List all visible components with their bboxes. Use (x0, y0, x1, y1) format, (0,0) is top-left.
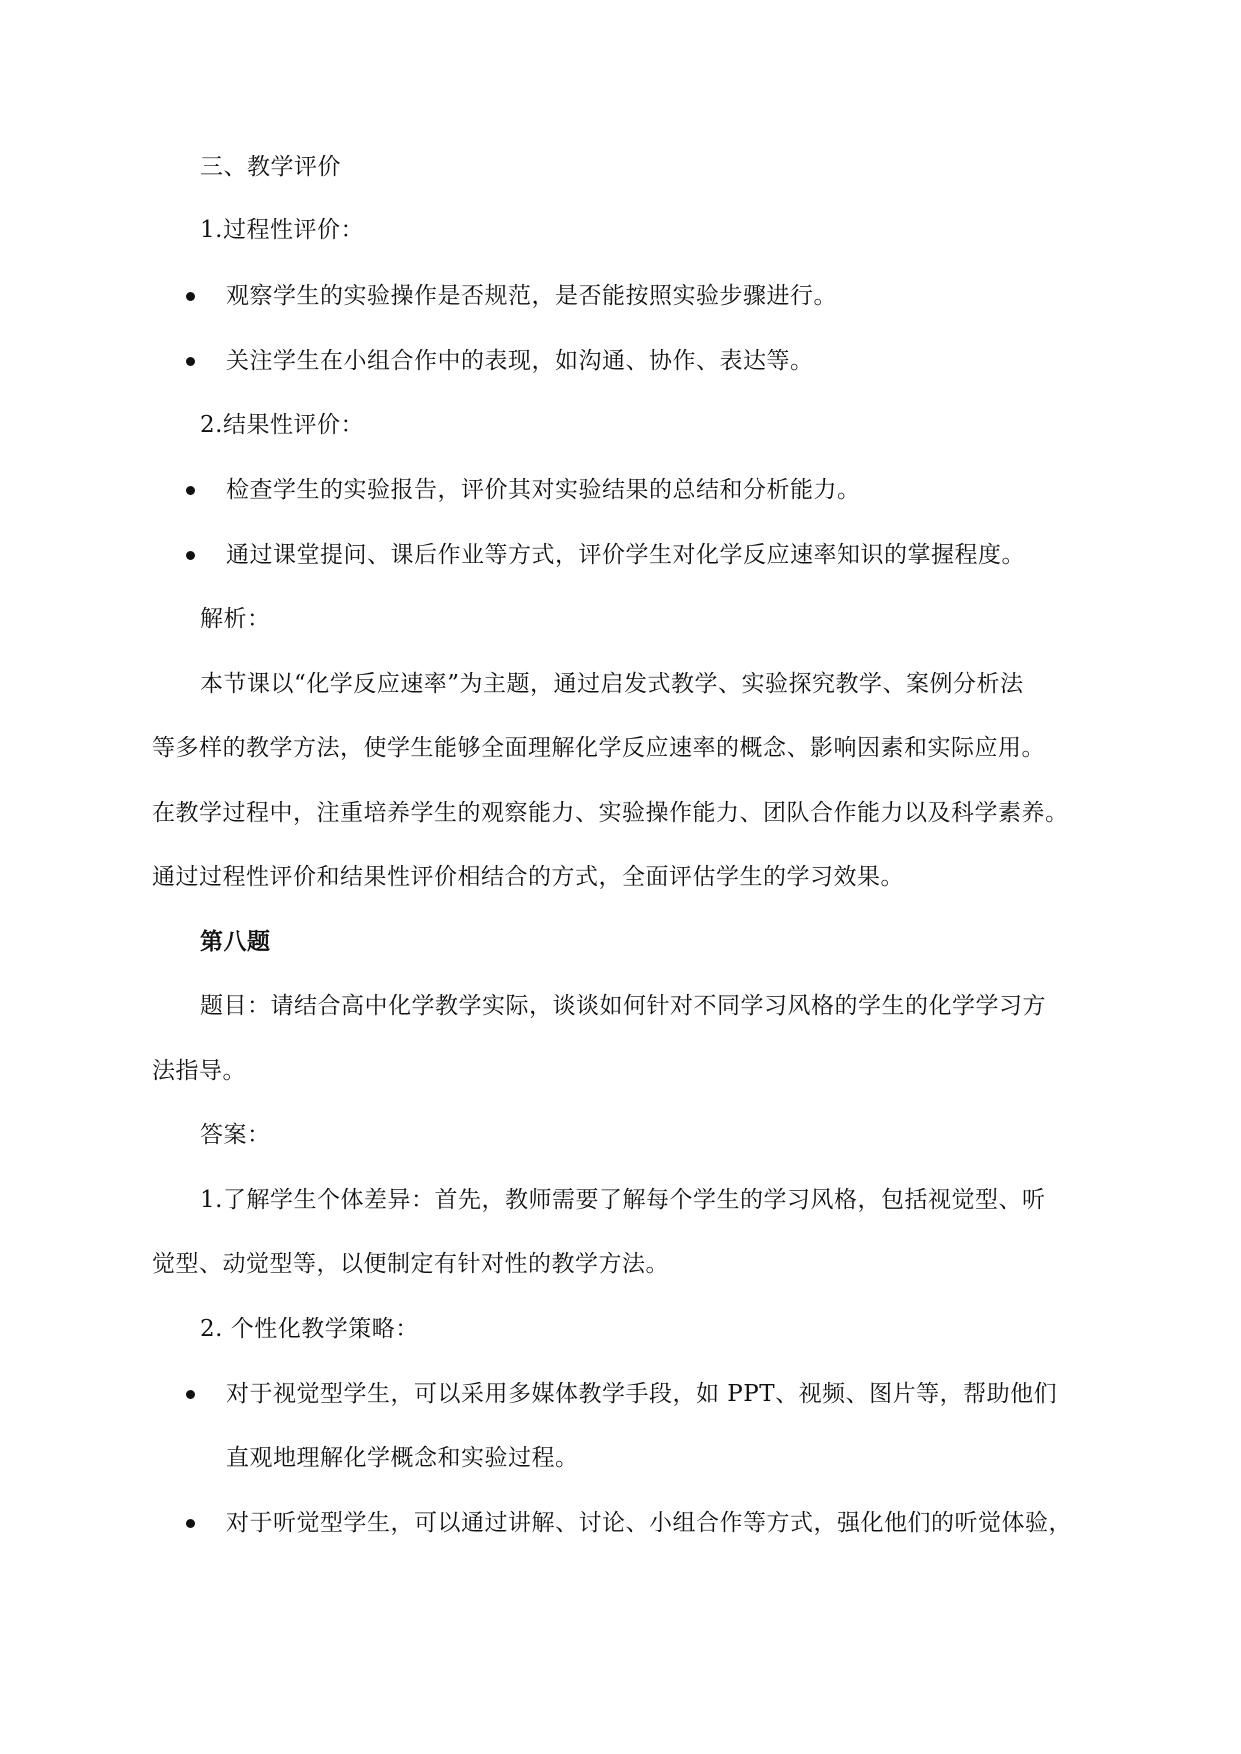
subheading-result-evaluation: 2.结果性评价： (200, 412, 364, 438)
paragraph-line: 通过过程性评价和结果性评价相结合的方式，全面评估学生的学习效果。 (152, 864, 904, 890)
paragraph-line: 在教学过程中，注重培养学生的观察能力、实验操作能力、团队合作能力以及科学素养。 (152, 800, 1069, 826)
list-item: 对于听觉型学生，可以通过讲解、讨论、小组合作等方式，强化他们的听觉体验， (226, 1510, 1072, 1536)
list-item: 通过课堂提问、课后作业等方式，评价学生对化学反应速率知识的掌握程度。 (226, 542, 1025, 568)
analysis-label: 解析： (200, 606, 271, 632)
list-item-continuation: 直观地理解化学概念和实验过程。 (226, 1445, 579, 1471)
paragraph-line: 本节课以“化学反应速率”为主题，通过启发式教学、实验探究教学、案例分析法 (200, 671, 1024, 697)
list-item: 检查学生的实验报告，评价其对实验结果的总结和分析能力。 (226, 477, 861, 503)
paragraph-line: 等多样的教学方法，使学生能够全面理解化学反应速率的概念、影响因素和实际应用。 (152, 735, 1045, 761)
list-item: 观察学生的实验操作是否规范，是否能按照实验步骤进行。 (226, 283, 837, 309)
bullet-dot (186, 486, 195, 495)
list-item: 关注学生在小组合作中的表现，如沟通、协作、表达等。 (226, 348, 814, 374)
subheading-process-evaluation: 1.过程性评价： (200, 217, 364, 243)
question-line: 法指导。 (152, 1058, 246, 1084)
answer-subheading: 2. 个性化教学策略： (200, 1316, 419, 1342)
bullet-dot (186, 1390, 195, 1399)
question-heading: 第八题 (200, 928, 271, 955)
list-item: 对于视觉型学生，可以采用多媒体教学手段，如 PPT、视频、图片等，帮助他们 (226, 1381, 1058, 1407)
bullet-dot (186, 357, 195, 366)
answer-line: 1.了解学生个体差异：首先，教师需要了解每个学生的学习风格，包括视觉型、听 (200, 1187, 1046, 1213)
section-heading: 三、教学评价 (200, 154, 341, 180)
question-line: 题目：请结合高中化学教学实际，谈谈如何针对不同学习风格的学生的化学学习方 (200, 993, 1046, 1019)
bullet-dot (186, 1519, 195, 1528)
bullet-dot (186, 292, 195, 301)
answer-label: 答案： (200, 1122, 271, 1148)
bullet-dot (186, 551, 195, 560)
answer-line: 觉型、动觉型等，以便制定有针对性的教学方法。 (152, 1251, 669, 1277)
